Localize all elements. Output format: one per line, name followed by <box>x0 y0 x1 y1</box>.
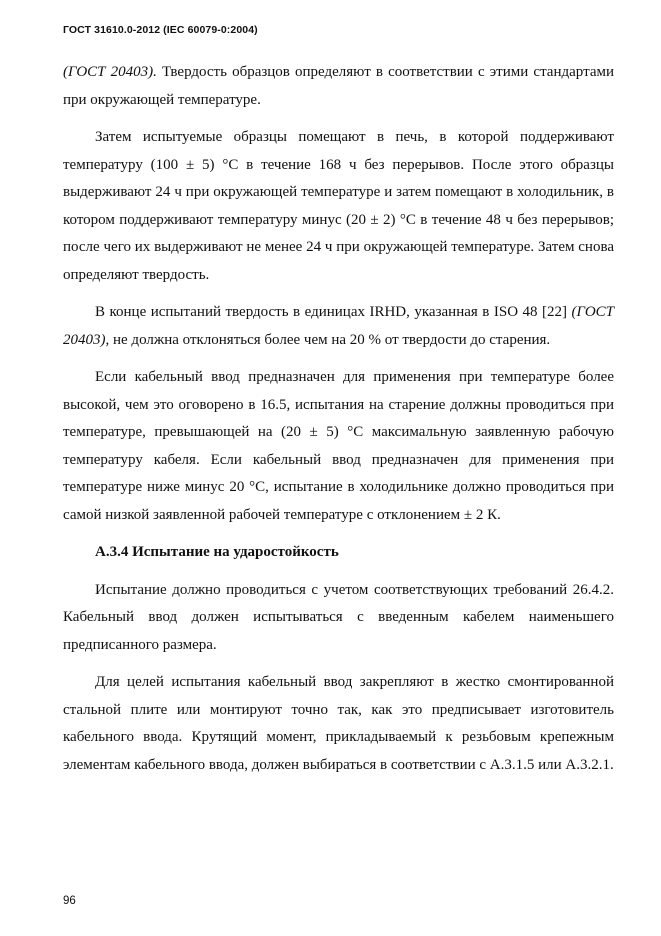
paragraph-2: Затем испытуемые образцы помещают в печь, в которой поддерживают температуру (100 ± 5) °С в течение 168 ч без перерывов. После этого образцы выдерживают 24 ч при окружающей температуре и затем помещают в холодильник, в котором поддерживают температуру минус (20 ± 2) °С в течение 48 ч без перерывов; после чего их выдерживают не менее 24 ч при окружающей температуре. Затем снова определяют твердость. <box>63 129 614 283</box>
page-number: 96 <box>63 895 76 907</box>
section-heading: А.3.4 Испытание на ударостойкость <box>95 544 339 560</box>
paragraph-3-text-b: не должна отклоняться более чем на 20 % от твердости до старения. <box>109 331 551 348</box>
paragraph-4: Если кабельный ввод предназначен для применения при температуре более высокой, чем это оговорено в 16.5, испытания на старение должны проводиться при температуре, превышающей на (20 ± 5) °С максимальную заявленную рабочую температуру кабеля. Если кабельный ввод предназначен для применения при температуре ниже минус 20 °С, испытание в холодильнике должно проводиться при самой низкой заявленной рабочей температуре с отклонением ± 2 К. <box>63 369 614 523</box>
standard-reference: (ГОСТ 20403), <box>63 304 614 348</box>
paragraph-3-text-a: В конце испытаний твердость в единицах IRHD, указанная в ISO 48 [22] <box>95 304 572 320</box>
paragraph-1-text: Твердость образцов определяют в соответствии с этими стандартами при окружающей температуре. <box>63 64 614 108</box>
paragraph-6: Для целей испытания кабельный ввод закрепляют в жестко смонтированной стальной плите или монтируют точно так, как это предписывает изготовитель кабельного ввода. Крутящий момент, прикладываемый к резьбовым крепежным элементам кабельного ввода, должен выбираться в соответствии с А.3.1.5 или А.3.2.1. <box>63 674 614 773</box>
standard-reference: (ГОСТ 20403). <box>63 64 157 80</box>
document-body <box>63 59 614 789</box>
paragraph-1 <box>63 59 614 114</box>
paragraph-5: Испытание должно проводиться с учетом соответствующих требований 26.4.2. Кабельный ввод должен испытываться с введенным кабелем наименьшего предписанного размера. <box>63 581 614 653</box>
paragraph-3 <box>63 299 614 354</box>
document-header: ГОСТ 31610.0-2012 (IEC 60079-0:2004) <box>63 24 258 36</box>
